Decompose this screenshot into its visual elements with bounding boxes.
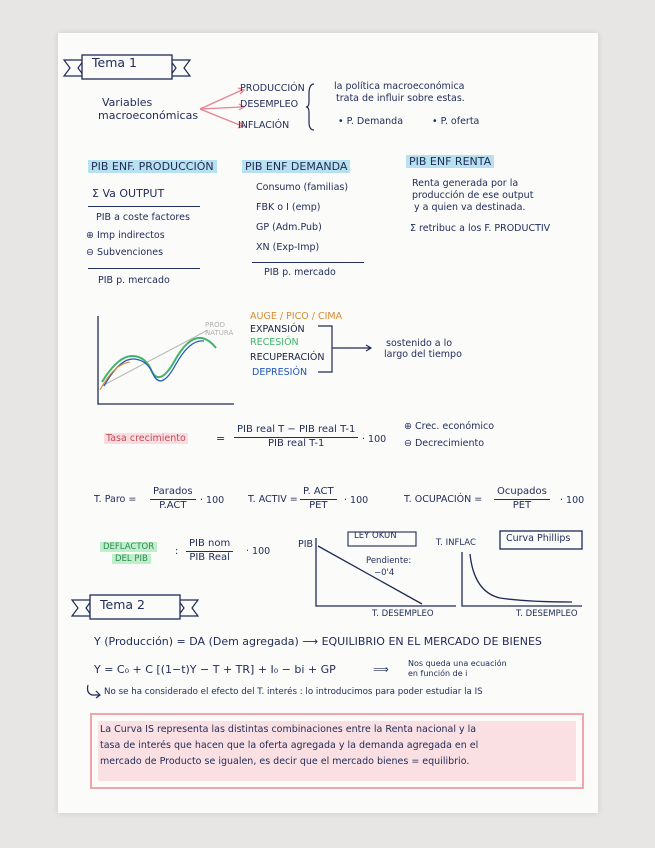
phillips-title: Curva Phillips (506, 533, 571, 544)
activity-rate-numerator: P. ACT (300, 486, 337, 500)
deflator-label-2 (112, 555, 151, 564)
cycle-phase-recession: RECESIÓN (250, 337, 299, 348)
hook-arrow-icon (84, 683, 102, 701)
deflator-label-2-text: DEL PIB (112, 554, 151, 564)
okun-slope-label: Pendiente: (366, 556, 412, 566)
activity-rate-denominator: PET (309, 499, 328, 511)
unemployment-rate-denominator: P.ACT (159, 499, 187, 511)
deflator-label-1-text: DEFLACTOR (100, 542, 157, 552)
okun-slope-value: −0'4 (374, 568, 395, 578)
growth-positive-text: Crec. económico (414, 421, 495, 432)
natural-production-label-1: PROD (205, 321, 225, 329)
pib-production-result: PIB p. mercado (98, 275, 170, 286)
deflator-denominator: PIB Real (189, 551, 230, 563)
pib-income-title (406, 156, 494, 168)
cycle-note-2: largo del tiempo (384, 349, 462, 360)
employment-rate-numerator: Ocupados (494, 486, 550, 500)
deflator-multiplier: · 100 (246, 546, 271, 557)
cycle-phase-peak: AUGE / PICO / CIMA (250, 311, 343, 322)
bullet-supply-policy: • P. oferta (432, 116, 480, 127)
unemployment-rate-numerator: Parados (150, 486, 196, 500)
bullet-supply-text: P. oferta (440, 116, 480, 127)
pib-production-title (88, 161, 217, 173)
equilibrium-note-1: Nos queda una ecuación (408, 659, 507, 668)
is-curve-line-2: tasa de interés que hacen que la oferta agregada y la demanda agregada en el (100, 740, 479, 751)
pib-demand-result: PIB p. mercado (264, 267, 336, 278)
cycle-phase-recovery: RECUPERACIÓN (250, 352, 325, 363)
phillips-y-label: T. INFLAC (436, 538, 476, 548)
pib-production-title-text: PIB ENF. PRODUCCIÓN (88, 160, 217, 173)
okun-x-label: T. DESEMPLEO (372, 609, 434, 619)
tema1-label: Tema 1 (92, 55, 137, 70)
growth-rate-numerator: PIB real T − PIB real T-1 (234, 424, 358, 438)
deflator-label-1 (100, 543, 157, 552)
pib-income-line-1: Renta generada por la (412, 178, 519, 189)
activity-rate-label: T. ACTIV = (248, 494, 298, 505)
pib-demand-title-text: PIB ENF DEMANDA (242, 160, 350, 173)
deflator-colon: : (175, 546, 179, 557)
activity-rate-fraction (300, 486, 337, 512)
cycle-bracket (316, 318, 376, 378)
growth-rate-label-text: Tasa crecimiento (106, 433, 186, 444)
bullet-demand-policy: • P. Demanda (338, 116, 404, 127)
cycle-phase-depression: DEPRESIÓN (252, 367, 308, 378)
equilibrium-formula: Y = C₀ + C [(1−t)Y − T + TR] + I₀ − bi + GP (94, 663, 336, 676)
employment-rate-denominator: PET (512, 499, 532, 511)
unemployment-rate-fraction (150, 486, 196, 512)
pib-demand-item-2: FBK o I (emp) (256, 202, 321, 213)
variables-label-2: macroeconómicas (98, 109, 199, 122)
natural-production-label-2: NATURA (205, 329, 234, 337)
variables-brace (306, 82, 320, 132)
growth-negative-note: ⊖ Decrecimiento (404, 438, 485, 449)
pib-demand-title (242, 161, 350, 173)
pib-demand-rule (252, 262, 364, 263)
pib-income-line-3: y a quien va destinada. (414, 202, 526, 213)
pib-demand-item-3: GP (Adm.Pub) (256, 222, 322, 233)
equilibrium-arrow: ⟹ (373, 663, 389, 676)
is-curve-line-1: La Curva IS representa las distintas combinaciones entre la Renta nacional y la (100, 724, 477, 735)
employment-rate-multiplier: · 100 (560, 495, 585, 506)
employment-rate-fraction (494, 486, 550, 512)
variable-item-unemployment: DESEMPLEO (240, 99, 299, 110)
is-curve-line-3: mercado de Producto se igualen, es decir que el mercado bienes = equilibrio. (100, 756, 470, 767)
deflator-fraction (186, 538, 233, 564)
growth-rate-fraction (234, 424, 358, 450)
equilibrium-statement: Y (Producción) = DA (Dem agregada) ⟶ EQUILIBRIO EN EL MERCADO DE BIENES (94, 635, 542, 648)
growth-rate-multiplier: · 100 (362, 434, 387, 445)
unemployment-rate-label: T. Paro = (94, 494, 137, 505)
pib-production-line-2-text: Imp indirectos (96, 230, 165, 241)
pib-production-line-3: ⊖ Subvenciones (86, 247, 164, 258)
cycle-note-1: sostenido a lo (386, 338, 453, 349)
deflator-numerator: PIB nom (186, 538, 233, 552)
okun-title: LEY OKUN (354, 531, 397, 541)
equilibrium-footnote: No se ha considerado el efecto del T. interés : lo introducimos para poder estudiar la IS (104, 687, 483, 697)
pib-demand-item-4: XN (Exp-Imp) (256, 242, 320, 253)
phillips-x-label: T. DESEMPLEO (516, 609, 578, 619)
variables-label-1: Variables (102, 96, 153, 109)
pib-production-line-2: ⊕ Imp indirectos (86, 230, 165, 241)
growth-negative-text: Decrecimiento (414, 438, 485, 449)
bullet-demand-text: P. Demanda (346, 116, 404, 127)
growth-rate-label (104, 434, 188, 444)
pib-income-line-2: producción de ese output (412, 190, 534, 201)
employment-rate-label: T. OCUPACIÓN = (404, 494, 483, 505)
growth-rate-denominator: PIB real T-1 (268, 437, 325, 449)
tema2-label: Tema 2 (100, 597, 145, 612)
macro-policy-note-2: trata de influir sobre estas. (336, 93, 465, 104)
pib-income-line-4: Σ retribuc a los F. PRODUCTIV (410, 223, 551, 234)
pib-production-sum: Σ Va OUTPUT (92, 187, 165, 200)
growth-positive-note: ⊕ Crec. económico (404, 421, 495, 432)
variable-item-production: PRODUCCIÓN (240, 83, 305, 94)
growth-rate-equals: = (216, 432, 226, 445)
pib-demand-item-1: Consumo (familias) (256, 182, 349, 193)
variable-item-inflation: INFLACIÓN (238, 120, 290, 131)
pib-production-rule-1 (88, 206, 200, 207)
cycle-phase-expansion: EXPANSIÓN (250, 324, 305, 335)
pib-income-title-text: PIB ENF RENTA (406, 155, 494, 168)
okun-y-label: PIB (298, 539, 314, 550)
macro-policy-note-1: la política macroeconómica (334, 81, 465, 92)
unemployment-rate-multiplier: · 100 (200, 495, 225, 506)
pib-production-line-1: PIB a coste factores (96, 212, 190, 223)
equilibrium-note-2: en función de i (408, 669, 468, 678)
activity-rate-multiplier: · 100 (344, 495, 369, 506)
pib-production-line-3-text: Subvenciones (96, 247, 164, 258)
pib-production-rule-2 (88, 268, 200, 269)
